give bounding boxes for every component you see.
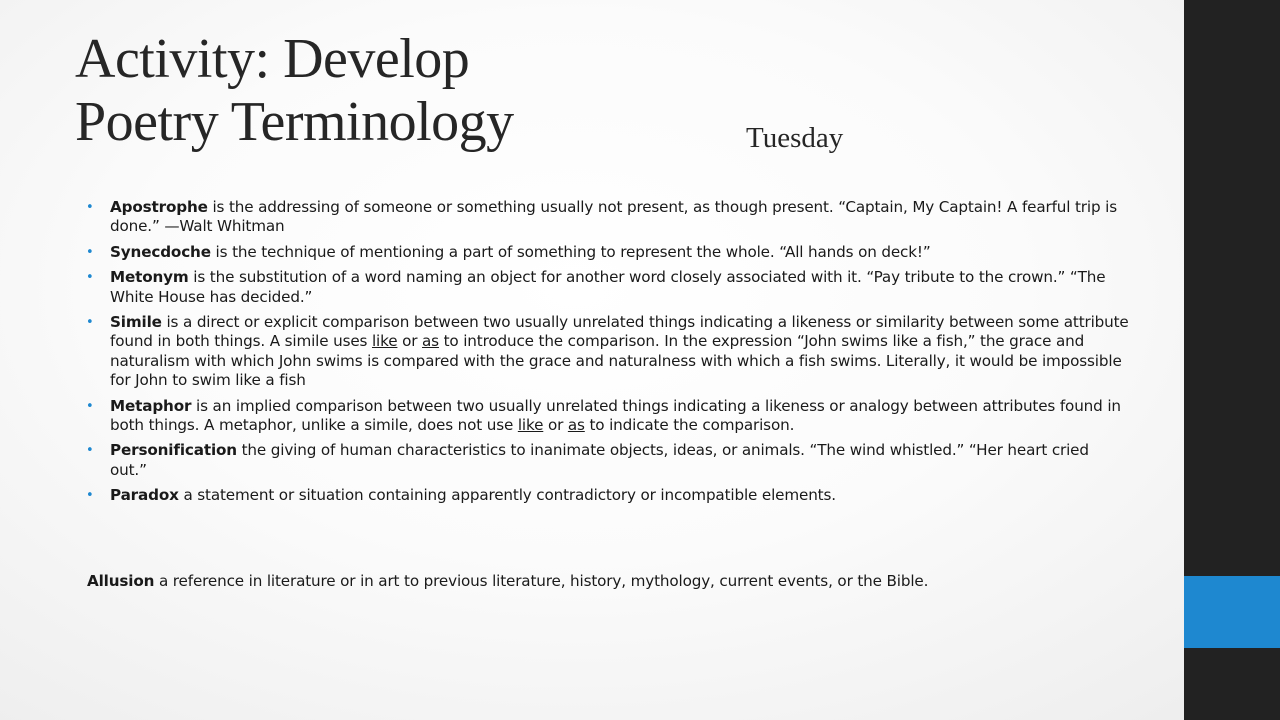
list-item-personification	[85, 441, 1130, 480]
title-line-1: Activity: Develop	[75, 28, 470, 90]
list-item-metaphor	[85, 397, 1130, 436]
definition-metaphor-part-1: is an implied comparison between two usually unrelated things indicating a likeness or analogy between attributes found in both things. A metaphor, unlike a simile, does not use	[110, 396, 1121, 435]
term-paradox: Paradox	[110, 486, 179, 505]
list-item-synecdoche	[85, 243, 1130, 262]
metaphor-keyword-like: like	[517, 416, 544, 435]
simile-keyword-like: like	[371, 332, 398, 351]
simile-or: or	[397, 332, 423, 351]
list-item-apostrophe	[85, 198, 1130, 237]
term-metonym: Metonym	[110, 268, 189, 287]
definition-metaphor-part-2: to indicate the comparison.	[584, 416, 795, 435]
definition-simile-part-2: to introduce the comparison. In the expression “John swims like a fish,” the grace and naturalism with which John swims is compared with the grace and naturalness with which a fish swims. Literally, it would be impossible for John to swim like a fish	[110, 332, 1122, 390]
list-item-paradox	[85, 486, 1130, 505]
list-item-metonym	[85, 268, 1130, 307]
definition-metonym: is the substitution of a word naming an object for another word closely associated with it. “Pay tribute to the crown.” “The White House has decided.”	[110, 268, 1106, 306]
term-apostrophe: Apostrophe	[110, 198, 208, 216]
definition-simile-part-1: is a direct or explicit comparison between two usually unrelated things indicating a likeness or similarity between some attribute found in both things. A simile uses	[110, 313, 1129, 351]
definition-paradox: a statement or situation containing apparently contradictory or incompatible elements.	[178, 486, 836, 505]
term-allusion: Allusion	[87, 572, 155, 590]
definition-synecdoche: is the technique of mentioning a part of something to represent the whole. “All hands on deck!”	[210, 242, 931, 261]
slide-title	[75, 28, 514, 154]
term-synecdoche: Synecdoche	[110, 242, 211, 261]
terminology-list	[85, 198, 1130, 512]
title-line-2: Poetry Terminology	[75, 91, 514, 153]
term-simile: Simile	[110, 313, 162, 332]
metaphor-keyword-as: as	[567, 416, 585, 435]
metaphor-or: or	[543, 416, 568, 435]
term-personification: Personification	[110, 441, 237, 460]
term-metaphor: Metaphor	[110, 396, 192, 415]
allusion-paragraph	[87, 572, 1147, 591]
day-label: Tuesday	[746, 122, 844, 154]
definition-apostrophe: is the addressing of someone or something usually not present, as though present. “Captain, My Captain! A fearful trip is done.” —Walt Whitman	[110, 198, 1117, 236]
definition-allusion: a reference in literature or in art to previous literature, history, mythology, current events, or the Bible.	[154, 572, 929, 590]
definition-personification: the giving of human characteristics to inanimate objects, ideas, or animals. “The wind whistled.” “Her heart cried out.”	[110, 441, 1089, 479]
simile-keyword-as: as	[422, 332, 439, 351]
sidebar-accent-block	[1184, 576, 1280, 648]
list-item-simile	[85, 313, 1130, 391]
